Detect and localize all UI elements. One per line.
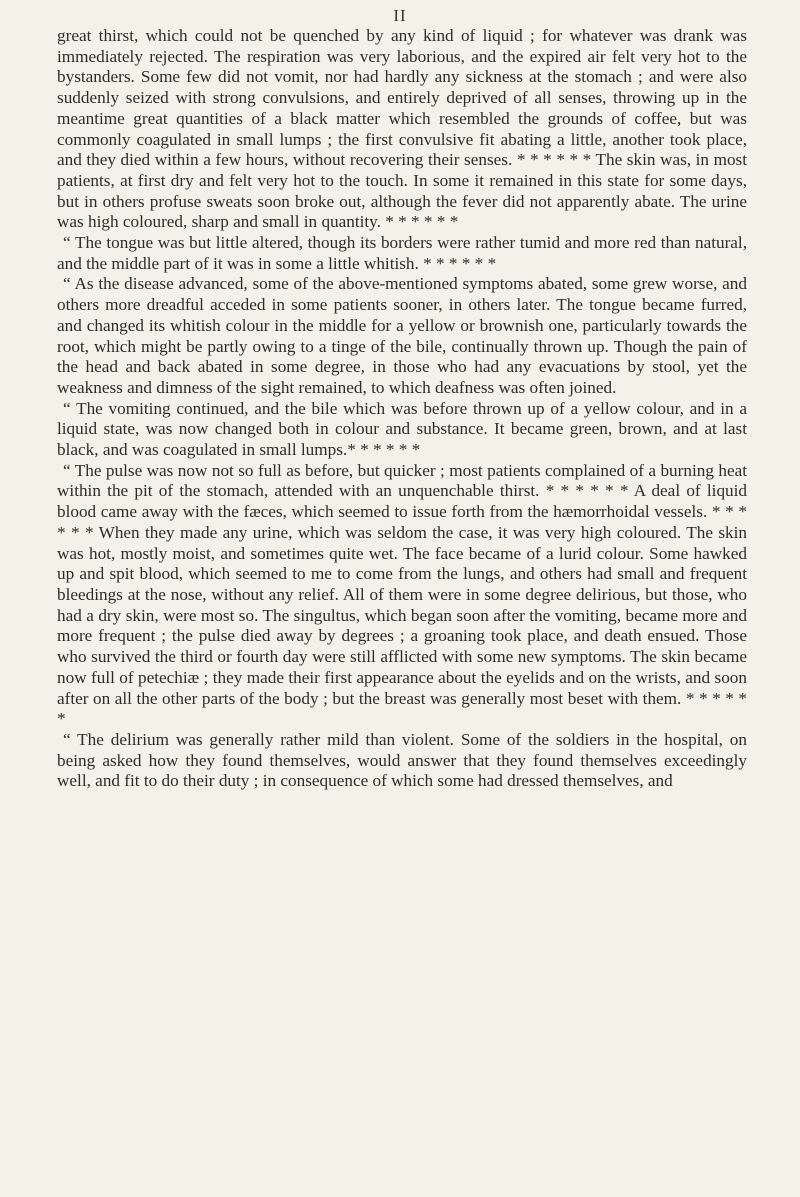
paragraph-6: “ The delirium was generally rather mild than violent. Some of the soldiers in the hospital, on being asked how they found themselves, would answer that they found themselves exceedingly well, and fit to do their duty ; in consequence of which some had dressed themselves, and: [57, 729, 747, 791]
body-text: [57, 26, 747, 792]
page-number: II: [393, 6, 407, 25]
paragraph-2: “ The tongue was but little altered, though its borders were rather tumid and more red than natural, and the middle part of it was in some a little whitish. * * * * * *: [57, 233, 747, 273]
paragraph-3: “ As the disease advanced, some of the above-mentioned symptoms abated, some grew worse, and others more dreadful acceded in some patients sooner, in others later. The tongue became furred, and changed its whitish colour in the middle for a yellow or brownish one, particularly towards the root, which might be partly owing to a tinge of the bile, continually thrown up. Though the pain of the head and back abated in some degree, in those who had any evacuations by stool, yet the weakness and dimness of the sight remained, to which deafness was often joined.: [57, 274, 747, 397]
paragraph-1: great thirst, which could not be quenched by any kind of liquid ; for whatever was drank was immediately rejected. The respiration was very laborious, and the expired air felt very hot to the bystanders. Some few did not vomit, nor had hardly any sickness at the stomach ; and were also suddenly seized with strong convulsions, and entirely deprived of all senses, throwing up in the meantime great quantities of a black matter which resembled the grounds of coffee, but was commonly coagulated in small lumps ; the first convulsive fit abating a little, another took place, and they died within a few hours, without recovering their senses. * * * * * * The skin was, in most patients, at first dry and felt very hot to the touch. In some it remained in this state for some days, but in others profuse sweats soon broke out, although the fever did not apparently abate. The urine was high coloured, sharp and small in quantity. * * * * * *: [57, 26, 747, 232]
paragraph-4: “ The vomiting continued, and the bile which was before thrown up of a yellow colour, and in a liquid state, was now changed both in colour and substance. It became green, brown, and at last black, and was coagulated in small lumps.* * * * * *: [57, 398, 747, 460]
paragraph-5: “ The pulse was now not so full as before, but quicker ; most patients complained of a burning heat within the pit of the stomach, attended with an unquenchable thirst. * * * * * * A deal of liquid blood came away with the fæces, which seemed to issue forth from the hæmorrhoidal vessels. * * * * * * When they made any urine, which was seldom the case, it was very high coloured. The skin was hot, mostly moist, and sometimes quite wet. The face became of a lurid colour. Some hawked up and spit blood, which seemed to me to come from the lungs, and others had small and frequent bleedings at the nose, without any relief. All of them were in some degree delirious, but those, who had a dry skin, were most so. The singultus, which began soon after the vomiting, became more and more frequent ; the pulse died away by degrees ; a groaning took place, and death ensued. Those who survived the third or fourth day were still afflicted with some new symptoms. The skin became now full of petechiæ ; they made their first appearance about the eyelids and on the wrists, and soon after on all the other parts of the body ; but the breast was generally most beset with them. * * * * * *: [57, 460, 747, 729]
